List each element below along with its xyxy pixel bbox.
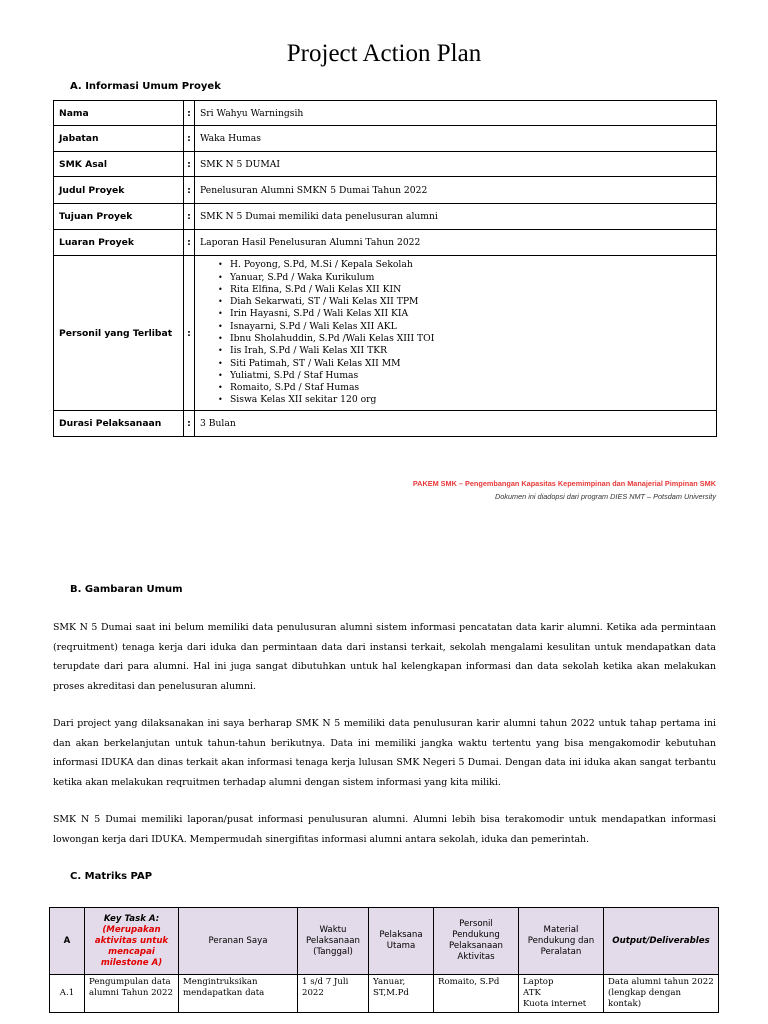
- pap-matrix-table: [49, 907, 719, 1013]
- info-value: SMK N 5 DUMAI: [195, 152, 717, 177]
- info-label: Judul Proyek: [54, 177, 184, 204]
- info-label: SMK Asal: [54, 152, 184, 177]
- info-colon: :: [184, 256, 195, 411]
- key-task-label: Key Task A:: [103, 913, 160, 924]
- info-value: SMK N 5 Dumai memiliki data penelusuran alumni: [195, 204, 717, 230]
- info-row-luaran-proyek: [54, 230, 717, 256]
- section-b-heading: B. Gambaran Umum: [70, 584, 183, 595]
- pap-cell-personil: Romaito, S.Pd: [434, 975, 519, 1013]
- personil-list: [200, 259, 711, 407]
- pap-header-peranan: Peranan Saya: [179, 908, 298, 975]
- info-label: Jabatan: [54, 126, 184, 152]
- footer-note-source: Dokumen ini diadopsi dari program DIES NMT – Potsdam University: [494, 492, 716, 501]
- info-label: Personil yang Terlibat: [54, 256, 184, 411]
- pap-cell-peranan: Mengintruksikan mendapatkan data: [179, 975, 298, 1013]
- info-label: Luaran Proyek: [54, 230, 184, 256]
- key-task-note: (Merupakan aktivitas untuk mencapai milestone A): [94, 924, 169, 968]
- table-row: [50, 975, 719, 1013]
- info-table: [53, 100, 717, 437]
- info-row-smk-asal: [54, 152, 717, 177]
- pap-header-personil: Personil Pendukung Pelaksanaan Aktivitas: [434, 908, 519, 975]
- pap-cell-waktu: 1 s/d 7 Juli 2022: [298, 975, 369, 1013]
- paragraph: SMK N 5 Dumai memiliki laporan/pusat informasi penulusuran alumni. Alumni lebih bisa terakomodir untuk mendapatkan informasi lowongan kerja dari IDUKA. Mempermudah sinergifitas informasi alumni antara sekolah, iduka dan pemerintah.: [53, 814, 716, 845]
- info-colon: :: [184, 152, 195, 177]
- personil-item: • Romaito, S.Pd / Staf Humas: [218, 382, 711, 394]
- personil-item: • Yuliatmi, S.Pd / Staf Humas: [218, 370, 711, 382]
- section-a-heading: A. Informasi Umum Proyek: [70, 81, 221, 92]
- footer-note-pakem: PAKEM SMK – Pengembangan Kapasitas Kepemimpinan dan Manajerial Pimpinan SMK: [412, 479, 716, 488]
- info-value: Laporan Hasil Penelusuran Alumni Tahun 2022: [195, 230, 717, 256]
- personil-item: • Ibnu Sholahuddin, S.Pd /Wali Kelas XIII TOI: [218, 333, 711, 345]
- info-label: Durasi Pelaksanaan: [54, 411, 184, 437]
- personil-list-cell: [195, 256, 717, 411]
- info-colon: :: [184, 177, 195, 204]
- pap-header-a: A: [50, 908, 85, 975]
- pap-cell-pelaksana: Yanuar, ST,M.Pd: [369, 975, 434, 1013]
- info-row-judul-proyek: [54, 177, 717, 204]
- info-value: Penelusuran Alumni SMKN 5 Dumai Tahun 2022: [195, 177, 717, 204]
- info-colon: :: [184, 126, 195, 152]
- pap-header-row: [50, 908, 719, 975]
- info-value: 3 Bulan: [195, 411, 717, 437]
- info-colon: :: [184, 204, 195, 230]
- info-row-tujuan-proyek: [54, 204, 717, 230]
- info-colon: :: [184, 101, 195, 126]
- info-row-nama: [54, 101, 717, 126]
- personil-item: • Yanuar, S.Pd / Waka Kurikulum: [218, 272, 711, 284]
- personil-item: • Iis Irah, S.Pd / Wali Kelas XII TKR: [218, 345, 711, 357]
- personil-item: • Isnayarni, S.Pd / Wali Kelas XII AKL: [218, 321, 711, 333]
- pap-header-waktu: Waktu Pelaksanaan (Tanggal): [298, 908, 369, 975]
- section-c-heading: C. Matriks PAP: [70, 871, 153, 882]
- info-label: Tujuan Proyek: [54, 204, 184, 230]
- personil-item: • Irin Hayasni, S.Pd / Wali Kelas XII KIA: [218, 308, 711, 320]
- info-colon: :: [184, 411, 195, 437]
- info-row-personil: [54, 256, 717, 411]
- info-colon: :: [184, 230, 195, 256]
- personil-item: • Siswa Kelas XII sekitar 120 org: [218, 394, 711, 406]
- info-value: Sri Wahyu Warningsih: [195, 101, 717, 126]
- pap-cell-material: Laptop ATK Kuota internet: [519, 975, 604, 1013]
- pap-cell-no: A.1: [50, 975, 85, 1013]
- pap-cell-output: Data alumni tahun 2022 (lengkap dengan kontak): [604, 975, 719, 1013]
- pap-header-key-task: [85, 908, 179, 975]
- personil-item: • H. Poyong, S.Pd, M.Si / Kepala Sekolah: [218, 259, 711, 271]
- pap-header-pelaksana: Pelaksana Utama: [369, 908, 434, 975]
- pap-header-material: Material Pendukung dan Peralatan: [519, 908, 604, 975]
- info-value: Waka Humas: [195, 126, 717, 152]
- info-row-jabatan: [54, 126, 717, 152]
- info-row-durasi: [54, 411, 717, 437]
- pap-header-output: Output/Deliverables: [604, 908, 719, 975]
- info-label: Nama: [54, 101, 184, 126]
- paragraph: SMK N 5 Dumai saat ini belum memiliki data penulusuran alumni sistem informasi pencatatan data karir alumni. Ketika ada permintaan (reqruitment) tenaga kerja dari iduka dan permintaan data dari instansi terkait, sekolah mengalami kesulitan untuk mendapatkan data terupdate dari para alumni. Hal ini juga sangat dibutuhkan untuk hal kelengkapan informasi dan data sekolah ketika akan melakukan proses akreditasi dan penelusuran alumni.: [53, 622, 716, 692]
- personil-item: • Siti Patimah, ST / Wali Kelas XII MM: [218, 358, 711, 370]
- page-title: Project Action Plan: [286, 40, 482, 67]
- personil-item: • Diah Sekarwati, ST / Wali Kelas XII TPM: [218, 296, 711, 308]
- paragraph: Dari project yang dilaksanakan ini saya berharap SMK N 5 memiliki data penulusuran karir alumni tahun 2022 untuk tahap pertama ini dan akan berkelanjutan untuk tahun-tahun berikutnya. Data ini memiliki jangka waktu tertentu yang bisa mengakomodir kebutuhan informasi IDUKA dan dinas terkait akan informasi tenaga kerja lulusan SMK Negeri 5 Dumai. Dengan data ini iduka akan sangat terbantu ketika akan melakukan reqruitmen terhadap alumni dengan sistem informasi yang kita miliki.: [53, 718, 716, 788]
- pap-cell-task: Pengumpulan data alumni Tahun 2022: [85, 975, 179, 1013]
- personil-item: • Rita Elfina, S.Pd / Wali Kelas XII KIN: [218, 284, 711, 296]
